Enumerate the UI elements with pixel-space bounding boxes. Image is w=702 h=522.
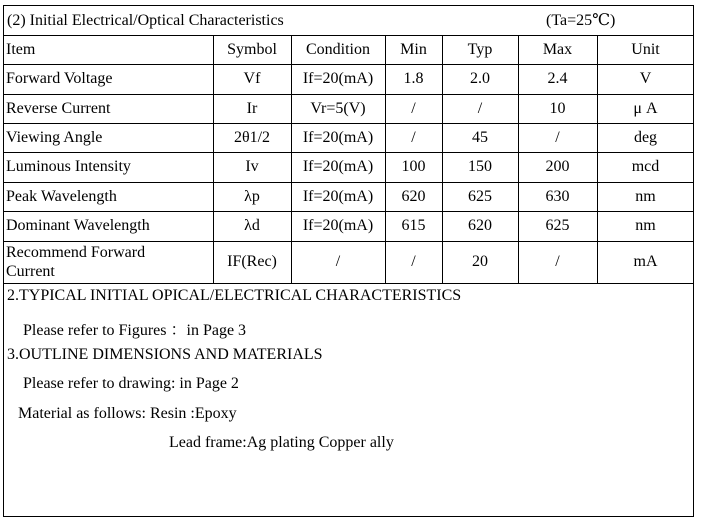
column-header-condition: Condition (305, 40, 370, 58)
table-cell-item-text: Recommend Forward Current (6, 244, 146, 280)
table-cell-item: Luminous Intensity (6, 158, 131, 175)
table-cell-condition: If=20(mA) (302, 70, 374, 87)
section-2-note: Please refer to Figures ：in Page 3 (23, 322, 247, 339)
table-cell-condition: If=20(mA) (302, 158, 374, 175)
table-cell-max: / (555, 253, 560, 270)
table-cell-condition: Vr=5(V) (310, 99, 366, 117)
table-cell-max: 200 (545, 158, 570, 175)
table-cell-symbol: λp (244, 187, 260, 205)
materials-line: Material as follows: Resin :Epoxy (18, 405, 237, 422)
ambient-condition: (Ta=25℃) (546, 12, 616, 29)
table-cell-condition: If=20(mA) (302, 187, 374, 205)
table-cell-typ: 150 (468, 158, 492, 175)
table-cell-unit: μ A (633, 99, 658, 117)
table-cell-unit: mA (633, 253, 658, 270)
table-cell-max: 630 (545, 187, 570, 205)
table-cell-max: / (555, 128, 560, 146)
table-cell-typ: 45 (472, 128, 488, 146)
table-cell-max: 625 (545, 217, 570, 234)
table-cell-typ: 20 (472, 253, 488, 270)
grid-line (3, 283, 694, 284)
section-3-heading: 3.OUTLINE DIMENSIONS AND MATERIALS (7, 346, 323, 363)
table-cell-condition: If=20(mA) (302, 217, 374, 234)
table-cell-item: Peak Wavelength (6, 187, 117, 205)
table-cell-unit: mcd (631, 158, 660, 175)
table-cell-symbol: Iv (245, 158, 259, 175)
table-cell-item: Dominant Wavelength (6, 217, 150, 234)
table-cell-typ: 625 (468, 187, 492, 205)
column-header-min: Min (400, 40, 427, 58)
table-cell-min: / (411, 99, 416, 117)
section-title: (2) Initial Electrical/Optical Characteristics (7, 12, 284, 29)
table-cell-typ: / (477, 99, 483, 117)
table-cell-symbol: Ir (246, 99, 258, 117)
table-cell-condition: / (335, 253, 341, 270)
table-cell-item: Viewing Angle (6, 128, 103, 146)
column-header-typ: Typ (467, 40, 493, 58)
table-cell-symbol: λd (244, 217, 260, 234)
column-header-item: Item (6, 40, 36, 58)
table-cell-min: / (411, 253, 416, 270)
column-header-unit: Unit (631, 40, 660, 58)
table-cell-unit: nm (635, 187, 656, 205)
section-3-note: Please refer to drawing: in Page 2 (23, 375, 239, 392)
table-cell-symbol: 2θ1/2 (233, 128, 271, 146)
table-cell-item (3, 241, 181, 283)
table-cell-min: 620 (401, 187, 426, 205)
table-cell-item: Reverse Current (6, 99, 111, 117)
table-cell-min: 100 (401, 158, 426, 175)
table-cell-unit: nm (635, 217, 656, 234)
table-cell-max: 10 (549, 99, 566, 117)
table-cell-condition: If=20(mA) (302, 128, 374, 146)
table-cell-symbol: Vf (243, 70, 261, 87)
table-cell-min: 1.8 (403, 70, 424, 87)
table-cell-symbol: IF(Rec) (227, 253, 277, 270)
lead-frame-line: Lead frame:Ag plating Copper ally (169, 434, 394, 451)
table-cell-item: Forward Voltage (6, 70, 113, 87)
table-cell-unit: deg (633, 128, 658, 146)
column-header-max: Max (542, 40, 573, 58)
table-cell-min: 615 (401, 217, 426, 234)
table-cell-typ: 620 (468, 217, 492, 234)
section-2-heading: 2.TYPICAL INITIAL OPICAL/ELECTRICAL CHARACTERISTICS (7, 287, 462, 304)
column-header-symbol: Symbol (227, 40, 277, 58)
table-cell-min: / (411, 128, 416, 146)
table-cell-typ: 2.0 (470, 70, 490, 87)
table-cell-max: 2.4 (547, 70, 568, 87)
table-cell-unit: V (639, 70, 652, 87)
